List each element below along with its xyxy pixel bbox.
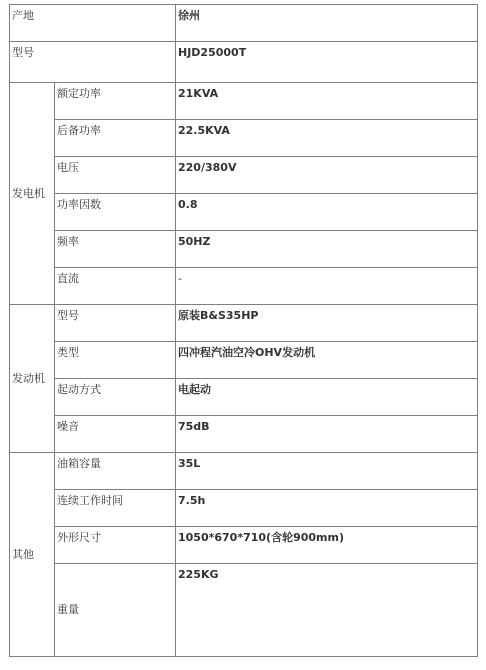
engine-item-label: 型号 xyxy=(55,305,176,342)
generator-item-label: 电压 xyxy=(55,157,176,194)
engine-item-value: 原装B&S35HP xyxy=(176,305,478,342)
generator-item-value: 21KVA xyxy=(176,83,478,120)
generator-item-value: 22.5KVA xyxy=(176,120,478,157)
origin-value: 徐州 xyxy=(176,5,478,42)
engine-item-label: 起动方式 xyxy=(55,379,176,416)
generator-item-value: 220/380V xyxy=(176,157,478,194)
table-row-model xyxy=(10,42,478,83)
table-row xyxy=(10,342,478,379)
engine-item-value: 75dB xyxy=(176,416,478,453)
table-row xyxy=(10,83,478,120)
generator-item-label: 功率因数 xyxy=(55,194,176,231)
table-row xyxy=(10,268,478,305)
generator-item-label: 后备功率 xyxy=(55,120,176,157)
engine-group-label: 发动机 xyxy=(10,305,55,453)
table-row xyxy=(10,564,478,657)
model-value: HJD25000T xyxy=(176,42,478,83)
generator-item-label: 频率 xyxy=(55,231,176,268)
engine-item-label: 类型 xyxy=(55,342,176,379)
other-item-value: 1050*670*710(含轮900mm) xyxy=(176,527,478,564)
spec-table xyxy=(9,4,478,657)
table-row xyxy=(10,490,478,527)
generator-item-label: 直流 xyxy=(55,268,176,305)
engine-item-label: 噪音 xyxy=(55,416,176,453)
table-row xyxy=(10,157,478,194)
generator-item-value: 50HZ xyxy=(176,231,478,268)
table-row-origin xyxy=(10,5,478,42)
table-row xyxy=(10,120,478,157)
other-group-label: 其他 xyxy=(10,453,55,657)
engine-item-value: 电起动 xyxy=(176,379,478,416)
model-label: 型号 xyxy=(10,42,176,83)
other-item-label: 油箱容量 xyxy=(55,453,176,490)
engine-item-value: 四冲程汽油空冷OHV发动机 xyxy=(176,342,478,379)
table-row xyxy=(10,194,478,231)
table-row xyxy=(10,527,478,564)
generator-item-value: 0.8 xyxy=(176,194,478,231)
generator-item-label: 额定功率 xyxy=(55,83,176,120)
table-row xyxy=(10,379,478,416)
other-item-label: 外形尺寸 xyxy=(55,527,176,564)
table-row xyxy=(10,305,478,342)
other-item-value: 7.5h xyxy=(176,490,478,527)
other-item-value: 35L xyxy=(176,453,478,490)
origin-label: 产地 xyxy=(10,5,176,42)
generator-group-label: 发电机 xyxy=(10,83,55,305)
table-row xyxy=(10,231,478,268)
table-row xyxy=(10,453,478,490)
generator-item-value: - xyxy=(176,268,478,305)
other-item-label: 重量 xyxy=(55,564,176,657)
table-row xyxy=(10,416,478,453)
other-item-value: 225KG xyxy=(176,564,478,657)
other-item-label: 连续工作时间 xyxy=(55,490,176,527)
